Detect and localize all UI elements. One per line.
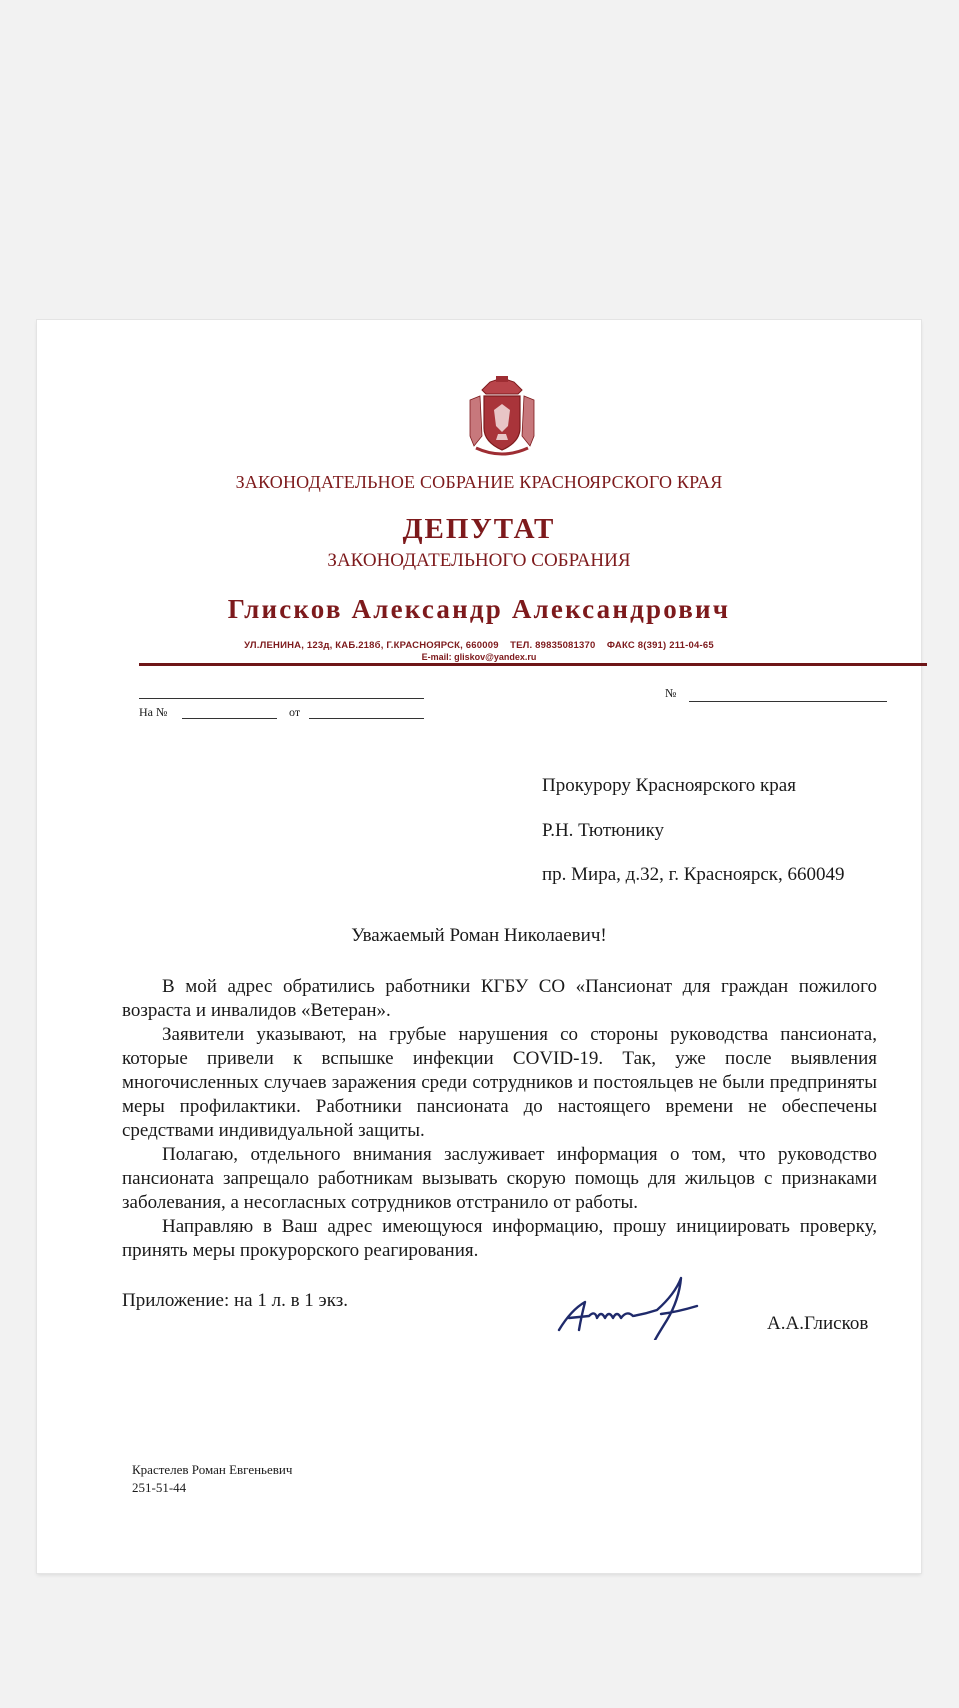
salutation: Уважаемый Роман Николаевич! [351, 925, 607, 946]
assembly-name: ЗАКОНОДАТЕЛЬНОЕ СОБРАНИЕ КРАСНОЯРСКОГО КРАЯ [235, 472, 723, 492]
letter-body [122, 975, 877, 1263]
recipient-address: пр. Мира, д.32, г. Красноярск, 660049 [542, 864, 845, 885]
deputy-name: Глисков Александр Александрович [227, 594, 731, 624]
coat-of-arms-icon [468, 376, 536, 458]
paragraph: Направляю в Ваш адрес имеющуюся информацию, прошу инициировать проверку, принять меры прокурорского реагирования. [122, 1216, 877, 1261]
recipient-name: Р.Н. Тютюнику [542, 820, 665, 841]
in-reply-number-line [182, 718, 277, 719]
signer-name: А.А.Глисков [767, 1313, 869, 1334]
email-line: E-mail: gliskov@yandex.ru [421, 652, 537, 662]
recipient-position: Прокурору Красноярского края [542, 775, 796, 796]
attachment-note: Приложение: на 1 л. в 1 экз. [122, 1290, 348, 1311]
executor-name: Крастелев Роман Евгеньевич [132, 1462, 293, 1477]
from-date-line [309, 718, 424, 719]
letter-page [37, 320, 921, 1573]
contacts-line: УЛ.ЛЕНИНА, 123д, КАБ.218б, Г.КРАСНОЯРСК, 660009 ТЕЛ. 89835081370 ФАКС 8(391) 211-04-65 [244, 640, 714, 651]
date-line [139, 698, 424, 699]
number-line [689, 701, 887, 702]
header-rule [139, 663, 927, 666]
in-reply-label: На № [139, 705, 168, 719]
paragraph: Заявители указывают, на грубые нарушения со стороны руководства пансионата, которые привели к вспышке инфекции COVID-19. Так, уже после выявления многочисленных случаев заражения среди сотрудников и постояльцев не были предприняты меры профилактики. Работники пансионата до настоящего времени не обеспечены средствами индивидуальной защиты. [122, 1024, 877, 1141]
number-label: № [665, 686, 677, 700]
signature-icon [557, 1270, 707, 1340]
executor-phone: 251-51-44 [132, 1480, 187, 1495]
from-label: от [289, 705, 301, 719]
deputy-subtitle: ЗАКОНОДАТЕЛЬНОГО СОБРАНИЯ [327, 550, 631, 571]
paragraph: Полагаю, отдельного внимания заслуживает информация о том, что руководство пансионата запрещало работникам вызывать скорую помощь для жильцов с признаками заболевания, а несогласных сотрудников отстранило от работы. [122, 1144, 877, 1213]
deputy-title: ДЕПУТАТ [402, 513, 556, 545]
paragraph: В мой адрес обратились работники КГБУ СО «Пансионат для граждан пожилого возраста и инвалидов «Ветеран». [122, 976, 877, 1021]
